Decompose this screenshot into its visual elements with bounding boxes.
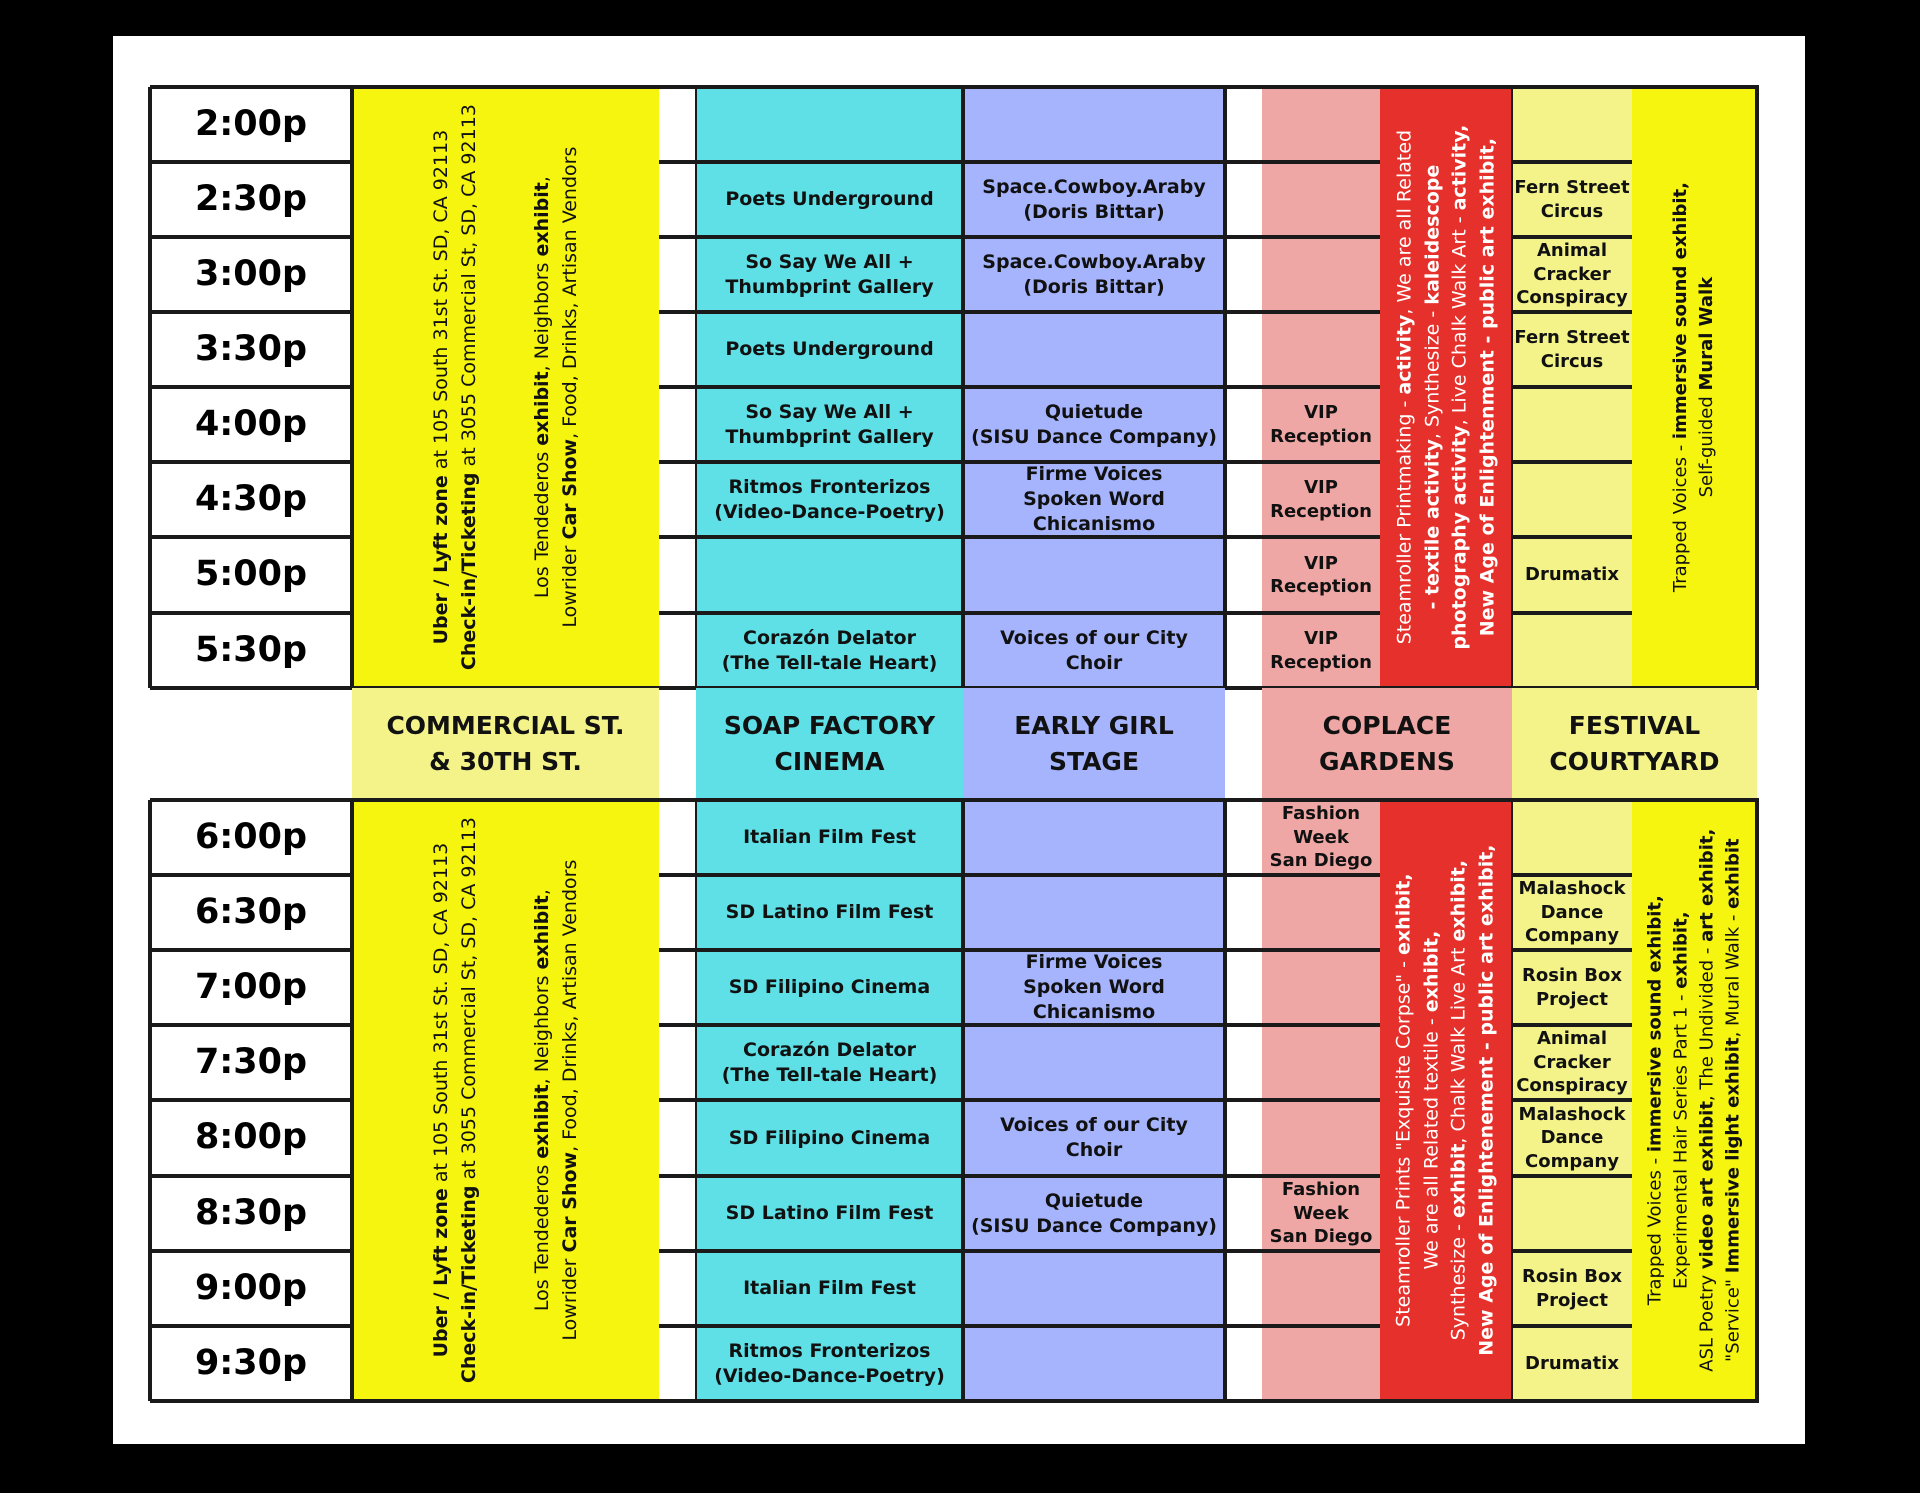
early-event (963, 1102, 1225, 1174)
text: "Service" (1722, 1273, 1744, 1363)
early-event (963, 239, 1225, 310)
bold-text: - textile activity (1420, 439, 1443, 610)
event-label-line: Week (1293, 1202, 1349, 1224)
event-label-line: Choir (1065, 1139, 1123, 1161)
event-label-line: Fern Street (1514, 327, 1630, 349)
venue-header-label (1014, 708, 1174, 781)
event-label-line: Company (1525, 1150, 1619, 1172)
time-slot: 4:00p (194, 403, 308, 444)
event-label (743, 1276, 916, 1301)
time-slot: 2:00p (194, 103, 308, 144)
soap-event (696, 239, 963, 310)
festival-event (1512, 877, 1632, 948)
event-label-line: (Doris Bittar) (1023, 275, 1165, 298)
event-label (1522, 964, 1622, 1011)
venue-header-label (724, 708, 935, 781)
early-event (963, 164, 1225, 235)
bold-text: Mural Walk (1696, 277, 1718, 391)
time-slot: 6:00p (194, 816, 308, 857)
event-label-line: Quietude (1044, 400, 1144, 423)
event-label-line: Cracker (1533, 263, 1611, 285)
venue-header-line: STAGE (1048, 747, 1140, 776)
commercial-info-text (427, 105, 583, 671)
event-label (725, 187, 933, 212)
event-label (722, 626, 938, 675)
bold-text: exhibit, (1420, 931, 1443, 1013)
event-label-line: Project (1535, 1289, 1609, 1311)
event-label-line: Reception (1270, 500, 1372, 522)
event-label (1270, 401, 1372, 448)
venue-header-line: COMMERCIAL ST. (386, 710, 625, 740)
event-label (1519, 1103, 1626, 1173)
vertical-text-line (1695, 829, 1721, 1372)
row-divider (1512, 1174, 1632, 1178)
event-label-line: Cracker (1533, 1051, 1611, 1073)
event-label (725, 400, 933, 449)
event-label-line: San Diego (1269, 850, 1373, 872)
event-label (982, 250, 1205, 299)
event-label-line: Malashock (1518, 1103, 1626, 1125)
event-label-line: SD Filipino Cinema (728, 976, 931, 999)
bold-text: activity (1392, 314, 1415, 396)
event-label (963, 950, 1225, 1024)
commercial-info (352, 87, 659, 688)
event-label-line: (SISU Dance Company) (971, 425, 1217, 448)
early-event (963, 615, 1225, 686)
text: , Synthesize - (1420, 305, 1443, 440)
text: ASL Poetry (1696, 1269, 1718, 1372)
event-label (982, 175, 1205, 224)
vertical-text-line (1474, 125, 1502, 650)
vertical-text-line (1446, 845, 1474, 1356)
event-label-line: Italian Film Fest (743, 826, 916, 849)
venue-header-coplace (1262, 688, 1512, 800)
bold-text: art exhibit, (1696, 829, 1718, 943)
soap-event (696, 952, 963, 1023)
vertical-text-line (1668, 829, 1694, 1372)
vertical-text-line (1474, 845, 1502, 1356)
row-divider (1512, 460, 1632, 464)
event-label (714, 475, 945, 524)
coplace-event (1262, 802, 1380, 873)
event-label (971, 1189, 1217, 1238)
logistics-text (427, 105, 482, 671)
bold-text: immersive sound exhibit, (1644, 895, 1666, 1153)
event-label-line: (SISU Dance Company) (971, 1214, 1217, 1237)
event-label-line: Drumatix (1525, 1352, 1619, 1374)
event-label-line: Poets Underground (725, 188, 934, 211)
venue-header-line: FESTIVAL (1568, 710, 1701, 740)
event-label-line: Fern Street (1514, 177, 1630, 199)
festival-exhibits (1632, 800, 1757, 1401)
venue-header-line: & 30TH ST. (429, 747, 582, 776)
event-label (1270, 476, 1372, 523)
time-slot: 5:30p (194, 629, 308, 670)
coplace-event (1262, 464, 1380, 535)
event-label-line: Choir (1065, 651, 1123, 674)
bold-text: exhibit, (1670, 911, 1692, 990)
bold-text: activity, (1448, 125, 1470, 211)
bold-text: exhibit (530, 1084, 553, 1160)
event-label (729, 975, 930, 1000)
bold-text: video art exhibit (1696, 1101, 1718, 1270)
text: Trapped Voices - (1644, 1152, 1666, 1306)
event-label-line: Spoken Word Chicanismo (1023, 488, 1165, 535)
event-label (1000, 626, 1188, 675)
soap-event (696, 164, 963, 235)
event-label (1516, 239, 1628, 309)
text: at 3055 Commercial St, SD, CA 92113 (456, 104, 479, 473)
soap-event (696, 1328, 963, 1399)
event-label-line: Circus (1540, 200, 1604, 222)
text: at 3055 Commercial St, SD, CA 92113 (456, 817, 479, 1186)
event-label-line: Space.Cowboy.Araby (982, 175, 1206, 198)
event-label-line: Thumbprint Gallery (725, 275, 934, 298)
festival-event (1512, 539, 1632, 611)
bold-text: Car Show (558, 1152, 581, 1253)
festival-event (1512, 1027, 1632, 1098)
logistics-text (427, 818, 482, 1384)
text: Experimental Hair Series Part 1 - (1670, 989, 1692, 1290)
event-label (729, 1126, 930, 1151)
bold-text: exhibit (530, 182, 553, 257)
festival-event (1512, 1253, 1632, 1324)
festival-event (1512, 1102, 1632, 1174)
event-label-line: (Doris Bittar) (1023, 200, 1165, 223)
time-slot: 2:30p (194, 178, 308, 219)
event-label-line: So Say We All + (745, 400, 914, 423)
event-label-line: Firme Voices (1025, 951, 1163, 974)
soap-event (696, 1178, 963, 1249)
event-label-line: Poets Underground (725, 338, 934, 361)
event-label-line: Fashion (1281, 803, 1361, 825)
event-label-line: SD Latino Film Fest (725, 901, 934, 924)
bold-text: kaleidescope (1420, 165, 1443, 306)
vertical-text-line (1418, 845, 1446, 1356)
exhibit-text (529, 105, 584, 671)
event-label (1270, 1178, 1373, 1248)
vertical-text-line (1668, 182, 1694, 592)
text: Self-guided (1696, 390, 1718, 498)
vertical-text-line (1391, 845, 1419, 1356)
event-label (1270, 802, 1373, 872)
event-label (726, 1201, 934, 1226)
text: , Chalk Walk Live Art (1448, 941, 1471, 1144)
soap-event (696, 389, 963, 460)
event-label-line: San Diego (1269, 1226, 1373, 1248)
vertical-text-line (427, 105, 455, 671)
bold-text: Check-in/Ticketing (456, 472, 479, 671)
event-label (726, 900, 934, 925)
bold-text: exhibit (530, 895, 553, 970)
event-label (1270, 552, 1372, 599)
early-event (963, 464, 1225, 535)
event-label-line: Firme Voices (1025, 463, 1163, 486)
event-label-line: Spoken Word Chicanismo (1023, 976, 1165, 1023)
soap-event (696, 1027, 963, 1098)
text: , We are all Related (1392, 130, 1415, 315)
vertical-text-line (556, 105, 584, 671)
venue-header-line: COURTYARD (1549, 747, 1720, 776)
vertical-text-line (1446, 125, 1474, 650)
coplace-exhibits-text (1391, 125, 1501, 650)
text: , Neighbors (530, 969, 553, 1085)
event-label (963, 462, 1225, 536)
bold-text: exhibit, (1392, 873, 1415, 956)
venue-header-soap (696, 688, 963, 800)
festival-event (1512, 239, 1632, 310)
event-label-line: Dance (1540, 1127, 1604, 1149)
venue-header-line: EARLY GIRL (1014, 710, 1174, 740)
vertical-text-line (1695, 182, 1721, 592)
event-label-line: Corazón Delator (743, 626, 916, 649)
event-label-line: Malashock (1518, 878, 1626, 900)
time-slot: 6:30p (194, 891, 308, 932)
exhibit-text (529, 818, 584, 1384)
text: Los Tendederos (530, 1159, 553, 1312)
time-slot: 8:00p (194, 1117, 308, 1158)
text: Lowrider (558, 1252, 581, 1341)
event-label (1000, 1113, 1188, 1162)
venue-header-commercial (352, 688, 659, 800)
event-label-line: Animal (1537, 240, 1607, 262)
vertical-text-line (455, 105, 483, 671)
event-label (743, 825, 916, 850)
event-label-line: VIP (1304, 552, 1338, 574)
festival-event (1512, 164, 1632, 235)
coplace-event (1262, 615, 1380, 686)
bold-text: New Age of Enlightenment - public art exhibit, (1475, 138, 1498, 637)
soap-event (696, 1253, 963, 1324)
vertical-text-line (529, 818, 557, 1384)
vertical-text-line (1391, 125, 1419, 650)
coplace-exhibits-text (1391, 845, 1501, 1356)
row-divider (1512, 385, 1632, 389)
event-label-line: Reception (1270, 576, 1372, 597)
event-label (1525, 563, 1619, 586)
event-label-line: (The Tell-tale Heart) (721, 1063, 938, 1086)
text: , Food, Drinks, Artisan Vendors (558, 860, 581, 1153)
text: Lowrider (558, 539, 581, 628)
festival-event (1512, 314, 1632, 385)
soap-event (696, 314, 963, 385)
event-label-line: (Video-Dance-Poetry) (714, 1364, 945, 1387)
venue-header-line: CINEMA (774, 747, 885, 776)
early-event (963, 1178, 1225, 1249)
time-slot: 8:30p (194, 1192, 308, 1233)
time-slot: 7:00p (194, 966, 308, 1007)
event-label-line: Dance (1540, 901, 1604, 923)
event-label-line: Ritmos Fronterizos (728, 1339, 931, 1362)
event-label (1514, 326, 1629, 373)
coplace-exhibits (1380, 87, 1512, 688)
column-divider (1223, 800, 1227, 1401)
venue-header-line: GARDENS (1319, 747, 1455, 776)
event-label (971, 400, 1217, 449)
bold-text: photography activity (1448, 425, 1470, 650)
event-label (725, 337, 933, 362)
event-label-line: Reception (1270, 651, 1372, 673)
text: Synthesize - (1448, 1218, 1471, 1341)
bold-text: exhibit (1448, 1143, 1471, 1219)
event-label (1525, 1352, 1619, 1375)
event-label (714, 1339, 945, 1388)
time-slot: 9:00p (194, 1267, 308, 1308)
event-label-line: Thumbprint Gallery (725, 425, 934, 448)
vertical-text-line (1418, 125, 1446, 650)
text: Trapped Voices - (1670, 439, 1692, 593)
event-label-line: Project (1535, 988, 1609, 1010)
early-event (963, 952, 1225, 1023)
text: , Neighbors (530, 256, 553, 372)
coplace-exhibits (1380, 800, 1512, 1401)
bold-text: Car Show (558, 439, 581, 540)
text: Los Tendederos (530, 446, 553, 599)
bold-text: New Age of Enlightenement - public art exhibit, (1475, 844, 1498, 1357)
event-label-line: Drumatix (1525, 564, 1619, 586)
event-label (722, 1038, 938, 1087)
text: , (530, 176, 553, 183)
bold-text: Uber / Lyft zone (429, 1188, 452, 1358)
event-label-line: VIP (1304, 628, 1338, 650)
venue-header-line: COPLACE (1322, 710, 1452, 740)
venue-header-line: SOAP FACTORY (723, 710, 936, 740)
event-label-line: Italian Film Fest (743, 1277, 916, 1300)
event-label-line: Voices of our City (1000, 1114, 1188, 1137)
festival-exhibits-text (1668, 182, 1720, 592)
time-slot: 7:30p (194, 1041, 308, 1082)
event-label-line: Company (1525, 925, 1619, 947)
bold-text: Check-in/Ticketing (456, 1185, 479, 1384)
bold-text: Uber / Lyft zone (429, 475, 452, 645)
commercial-info-text (427, 818, 583, 1384)
venue-header-label (1319, 708, 1455, 781)
event-label-line: VIP (1304, 402, 1338, 424)
soap-event (696, 877, 963, 948)
event-label-line: Rosin Box (1522, 1266, 1622, 1288)
coplace-event (1262, 1178, 1380, 1249)
event-label-line: Fashion (1281, 1179, 1361, 1201)
soap-event (696, 802, 963, 873)
time-slot: 9:30p (194, 1342, 308, 1383)
event-label-line: Ritmos Fronterizos (728, 475, 931, 498)
festival-exhibits (1632, 87, 1757, 688)
event-label-line: VIP (1304, 477, 1338, 499)
venue-header-label (386, 708, 624, 781)
text: Steamroller Prints "Exquisite Corpse" - (1392, 955, 1415, 1328)
text: Steamroller Printmaking - (1392, 395, 1415, 645)
coplace-event (1262, 389, 1380, 460)
time-slot: 3:00p (194, 253, 308, 294)
event-label (1514, 176, 1629, 223)
early-event (963, 389, 1225, 460)
venue-header-early (963, 688, 1225, 800)
bold-text: exhibit, (1448, 860, 1471, 942)
event-label-line: Quietude (1044, 1189, 1144, 1212)
text: , Mural Walk - (1722, 909, 1744, 1038)
event-label (1516, 1027, 1628, 1097)
venue-header-label (1549, 708, 1719, 781)
event-label-line: Week (1293, 826, 1349, 848)
event-label-line: So Say We All + (745, 250, 914, 273)
commercial-info (352, 800, 659, 1401)
row-divider (1512, 611, 1632, 615)
festival-event (1512, 1328, 1632, 1399)
vertical-text-line (455, 818, 483, 1384)
event-label-line: Space.Cowboy.Araby (982, 250, 1206, 273)
bold-text: Immersive light exhibit (1722, 1037, 1744, 1274)
bold-text: immersive sound exhibit, (1670, 182, 1692, 440)
event-label (1522, 1265, 1622, 1312)
soap-event (696, 464, 963, 535)
soap-event (696, 1102, 963, 1174)
coplace-event (1262, 539, 1380, 611)
event-label (1519, 877, 1626, 947)
event-label-line: Conspiracy (1516, 1075, 1628, 1097)
time-slot: 5:00p (194, 554, 308, 595)
vertical-text-line (556, 818, 584, 1384)
event-label-line: Voices of our City (1000, 626, 1188, 649)
text: , Live Chalk Walk Art - (1448, 210, 1470, 426)
vertical-text-line (427, 818, 455, 1384)
time-slot: 4:30p (194, 478, 308, 519)
event-label-line: Animal (1537, 1028, 1607, 1050)
text: at 105 South 31st St. SD, CA 92113 (429, 843, 452, 1189)
time-slot: 3:30p (194, 328, 308, 369)
text: , (530, 889, 553, 896)
event-label-line: SD Filipino Cinema (728, 1126, 931, 1149)
event-label-line: (Video-Dance-Poetry) (714, 500, 945, 523)
venue-header-festival (1512, 688, 1757, 800)
text: , Food, Drinks, Artisan Vendors (558, 147, 581, 440)
event-label-line: Conspiracy (1516, 287, 1628, 309)
vertical-text-line (1642, 829, 1668, 1372)
vertical-text-line (529, 105, 557, 671)
event-label (1270, 627, 1372, 674)
vertical-text-line (1721, 829, 1747, 1372)
event-label-line: Corazón Delator (743, 1038, 916, 1061)
text: , The Undivided - (1696, 942, 1718, 1102)
bold-text: exhibit (530, 371, 553, 447)
festival-exhibits-text (1642, 829, 1746, 1372)
text: at 105 South 31st St. SD, CA 92113 (429, 130, 452, 476)
event-label (725, 250, 933, 299)
event-label-line: Rosin Box (1522, 965, 1622, 987)
text: We are all Related textile - (1420, 1012, 1443, 1270)
event-label-line: SD Latino Film Fest (725, 1202, 934, 1225)
soap-event (696, 615, 963, 686)
event-label-line: (The Tell-tale Heart) (721, 651, 938, 674)
festival-event (1512, 952, 1632, 1023)
bold-text: exhibit (1722, 838, 1744, 910)
schedule-sheet (113, 36, 1805, 1444)
event-label-line: Reception (1270, 425, 1372, 447)
event-label-line: Circus (1540, 350, 1604, 372)
